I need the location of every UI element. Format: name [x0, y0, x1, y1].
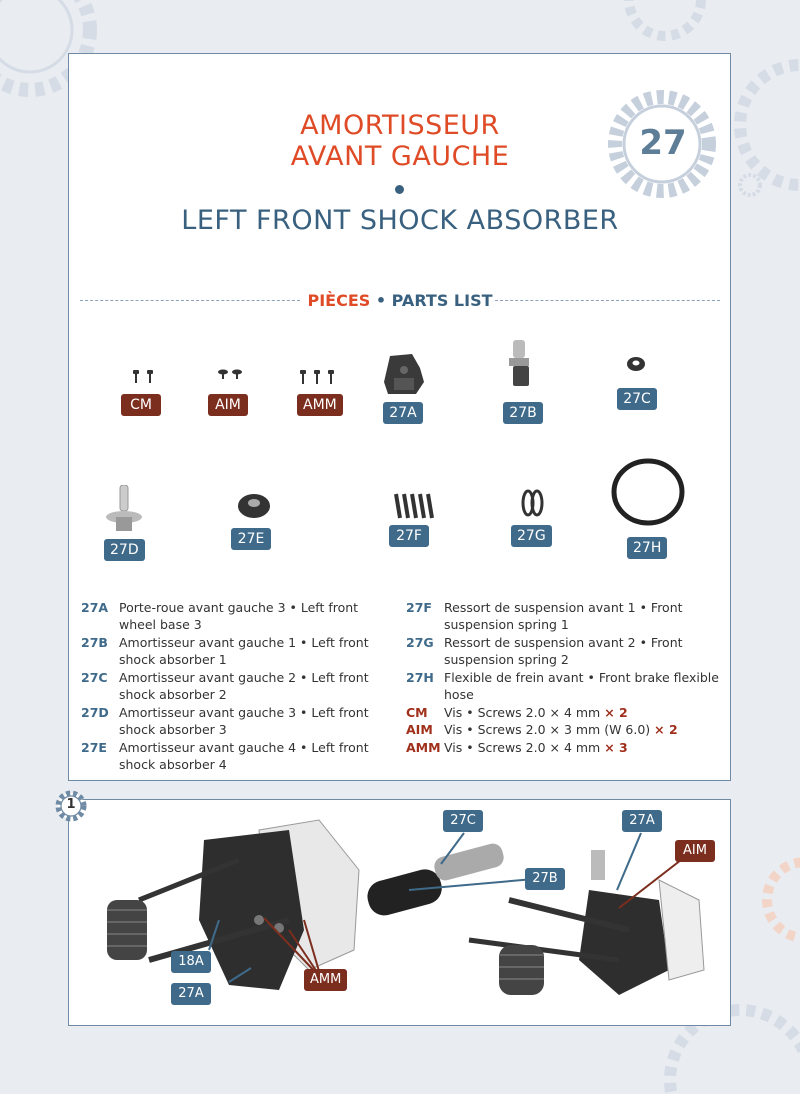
tag-27g: 27G: [511, 525, 552, 547]
legend-code: AMM: [406, 740, 441, 755]
legend-desc: Vis • Screws 2.0 × 4 mm: [444, 705, 605, 720]
part-27c-image: [625, 355, 647, 373]
legend-desc: Ressort de suspension avant 1 • Front suspension spring 1: [444, 600, 683, 632]
legend-right: [406, 599, 726, 759]
legend-code: CM: [406, 705, 428, 720]
parts-heading-fr: PIÈCES: [307, 291, 371, 310]
title-en: LEFT FRONT SHOCK ABSORBER: [181, 205, 619, 236]
legend-desc: Amortisseur avant gauche 1 • Left front shock absorber 1: [119, 635, 369, 667]
part-27b-image: [505, 340, 541, 390]
legend-code: 27A: [81, 600, 109, 615]
screws-aim-image: [215, 368, 245, 382]
legend-desc: Amortisseur avant gauche 2 • Left front shock absorber 2: [119, 670, 369, 702]
tag-27a: 27A: [383, 402, 423, 424]
tag-27d: 27D: [104, 539, 145, 561]
legend-code: AIM: [406, 722, 433, 737]
callout-18a: 18A: [171, 951, 211, 973]
part-27f-image: [392, 490, 436, 522]
legend-desc: Porte-roue avant gauche 3 • Left front wheel base 3: [119, 600, 359, 632]
tag-27h: 27H: [627, 537, 667, 559]
legend-code: 27F: [406, 600, 432, 615]
title-fr-line2: AVANT GAUCHE: [290, 141, 510, 172]
part-27d-image: [104, 485, 146, 537]
callout-aim: AIM: [675, 840, 715, 862]
parts-heading-sep: •: [370, 291, 392, 310]
background-gear-icon: [610, 0, 720, 60]
tag-27e: 27E: [231, 528, 271, 550]
parts-list-heading: [0, 291, 800, 310]
callout-27b: 27B: [525, 868, 565, 890]
tag-27c: 27C: [617, 388, 657, 410]
part-27e-image: [236, 490, 272, 520]
legend-desc: Flexible de frein avant • Front brake flexible hose: [444, 670, 719, 702]
legend-left: [81, 599, 391, 779]
tag-amm: AMM: [297, 394, 343, 416]
legend-code: 27H: [406, 670, 434, 685]
screws-cm-image: [130, 370, 160, 386]
tag-27b: 27B: [503, 402, 543, 424]
tag-cm: CM: [121, 394, 161, 416]
legend-desc: Amortisseur avant gauche 3 • Left front shock absorber 3: [119, 705, 369, 737]
legend-code: 27B: [81, 635, 108, 650]
callout-amm: AMM: [304, 969, 347, 991]
part-27h-image: [608, 456, 688, 530]
issue-number: 27: [639, 123, 687, 163]
callout-27a-bottom: 27A: [171, 983, 211, 1005]
background-gear-icon: [735, 170, 765, 200]
legend-code: 27E: [81, 740, 107, 755]
assembly-step-panel: [68, 799, 731, 1026]
legend-code: 27D: [81, 705, 109, 720]
legend-code: 27G: [406, 635, 434, 650]
screws-amm-image: [298, 370, 338, 386]
legend-desc: Vis • Screws 2.0 × 3 mm (W 6.0): [444, 722, 655, 737]
legend-desc: Ressort de suspension avant 2 • Front suspension spring 2: [444, 635, 683, 667]
title-fr-line1: AMORTISSEUR: [300, 110, 500, 141]
part-27a-image: [380, 352, 428, 398]
callout-27a-top: 27A: [622, 810, 662, 832]
legend-desc: Vis • Screws 2.0 × 4 mm: [444, 740, 605, 755]
legend-desc: Amortisseur avant gauche 4 • Left front shock absorber 4: [119, 740, 369, 772]
tag-aim: AIM: [208, 394, 248, 416]
legend-code: 27C: [81, 670, 108, 685]
callout-leaders: [69, 800, 731, 1026]
legend-qty: × 3: [604, 740, 628, 755]
background-gear-icon: [755, 850, 800, 950]
callout-27c: 27C: [443, 810, 483, 832]
step-number: 1: [66, 797, 76, 812]
tag-27f: 27F: [389, 525, 429, 547]
legend-qty: × 2: [604, 705, 628, 720]
legend-qty: × 2: [654, 722, 678, 737]
parts-heading-en: PARTS LIST: [391, 291, 493, 310]
title-separator-dot: [395, 185, 404, 194]
part-27g-image: [520, 488, 546, 518]
